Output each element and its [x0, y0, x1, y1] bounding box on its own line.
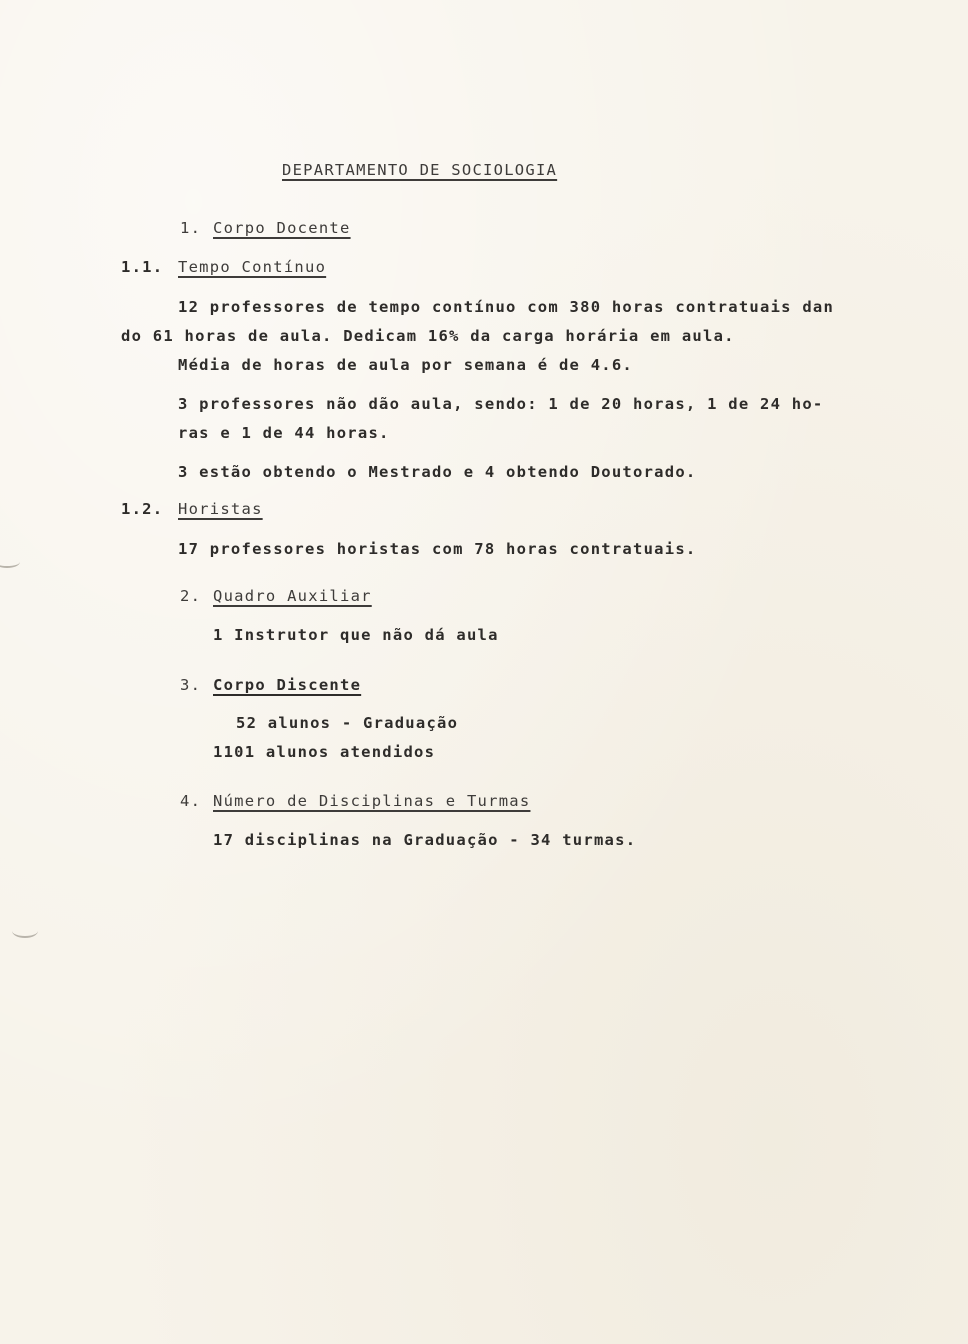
section-1-2-heading: Horistas: [178, 500, 263, 518]
section-1-number: 1.: [180, 219, 202, 237]
section-1-heading: Corpo Docente: [213, 219, 351, 237]
section-1-1-heading: Tempo Contínuo: [178, 258, 327, 276]
section-2-heading: Quadro Auxiliar: [213, 587, 372, 605]
section-1-1-line-4: 3 professores não dão aula, sendo: 1 de 20 horas, 1 de 24 ho-: [178, 395, 824, 413]
section-4-number: 4.: [180, 792, 202, 810]
section-3-line-1: 52 alunos - Graduação: [236, 714, 459, 732]
section-3-line-2: 1101 alunos atendidos: [213, 743, 436, 761]
section-4-heading: Número de Disciplinas e Turmas: [213, 792, 531, 810]
section-1-2-line-1: 17 professores horistas com 78 horas contratuais.: [178, 540, 697, 558]
section-3-number: 3.: [180, 676, 202, 694]
section-3-heading: Corpo Discente: [213, 676, 362, 694]
document-title: DEPARTAMENTO DE SOCIOLOGIA: [282, 161, 558, 179]
section-2-number: 2.: [180, 587, 202, 605]
section-4-line-1: 17 disciplinas na Graduação - 34 turmas.: [213, 831, 637, 849]
section-1-1-line-6: 3 estão obtendo o Mestrado e 4 obtendo Doutorado.: [178, 463, 697, 481]
punch-hole-mark-upper: [0, 556, 20, 568]
section-2-line-1: 1 Instrutor que não dá aula: [213, 626, 499, 644]
section-1-1-line-3: Média de horas de aula por semana é de 4.6.: [178, 356, 634, 374]
section-1-2-number: 1.2.: [121, 500, 164, 518]
punch-hole-mark-lower: [12, 924, 38, 938]
section-1-1-line-1: 12 professores de tempo contínuo com 380 horas contratuais dan: [178, 298, 835, 316]
section-1-1-line-2: do 61 horas de aula. Dedicam 16% da carga horária em aula.: [121, 327, 735, 345]
section-1-1-number: 1.1.: [121, 258, 164, 276]
section-1-1-line-5: ras e 1 de 44 horas.: [178, 424, 390, 442]
